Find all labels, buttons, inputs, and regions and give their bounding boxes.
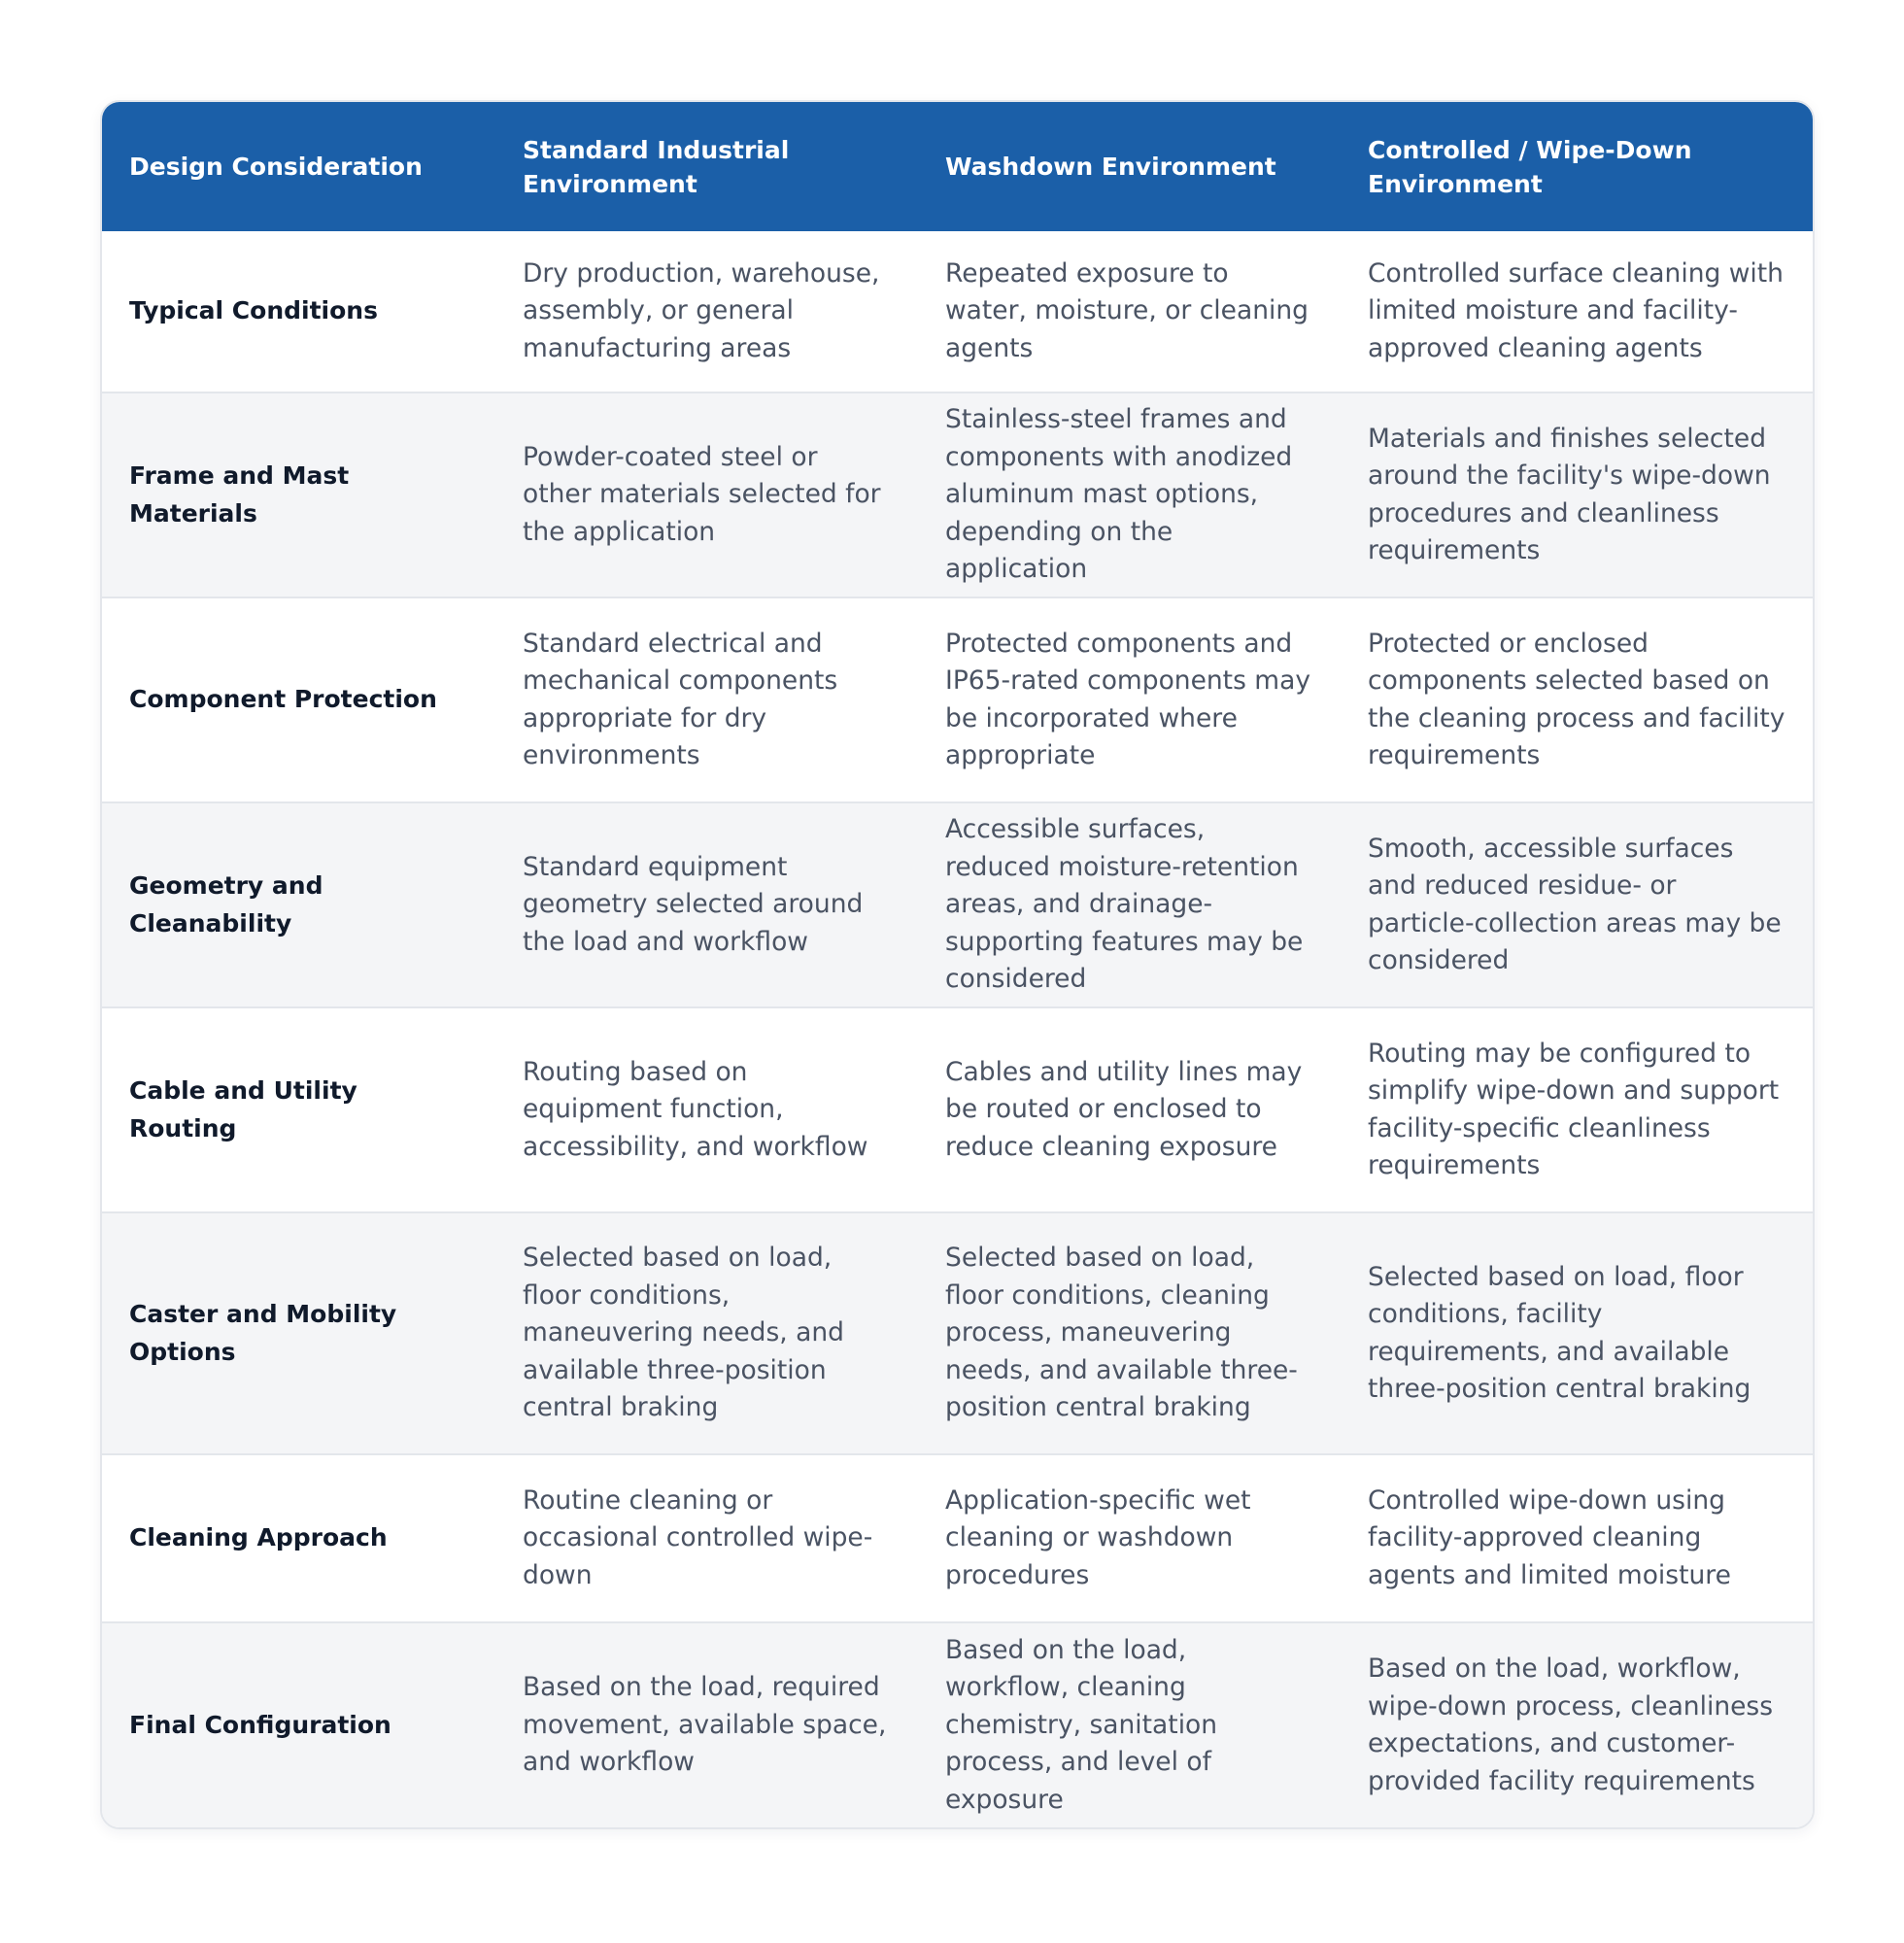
cell-washdown: Stainless-steel frames and components with anodized aluminum mast options, depending on the application [945, 404, 1293, 585]
cell-controlled: Selected based on load, floor conditions, facility requirements, and available three-position central braking [1368, 1261, 1751, 1404]
cell-controlled: Controlled wipe-down using facility-approved cleaning agents and limited moisture [1368, 1484, 1731, 1590]
cell-washdown: Repeated exposure to water, moisture, or cleaning agents [945, 257, 1309, 363]
comparison-table-card [100, 100, 1815, 1829]
cell-washdown: Selected based on load, floor conditions, cleaning process, maneuvering needs, and available three-position central braking [945, 1243, 1298, 1423]
table-header [102, 102, 1813, 231]
header-design-consideration: Design Consideration [129, 153, 423, 181]
cell-washdown: Cables and utility lines may be routed or enclosed to reduce cleaning exposure [945, 1056, 1303, 1162]
header-standard-industrial: Standard Industrial Environment [523, 135, 790, 198]
table-row [102, 1622, 1813, 1827]
cell-washdown: Application-specific wet cleaning or washdown procedures [945, 1484, 1251, 1590]
table-body [102, 231, 1813, 1827]
cell-standard: Standard electrical and mechanical components appropriate for dry environments [523, 628, 838, 770]
row-label: Geometry and Cleanability [129, 871, 323, 937]
cell-standard: Standard equipment geometry selected around the load and workflow [523, 851, 864, 957]
header-washdown: Washdown Environment [945, 153, 1276, 181]
cell-standard: Routing based on equipment function, accessibility, and workflow [523, 1056, 868, 1162]
table-row [102, 597, 1813, 802]
row-label: Frame and Mast Materials [129, 461, 350, 528]
cell-standard: Dry production, warehouse, assembly, or general manufacturing areas [523, 257, 880, 363]
row-label: Cleaning Approach [129, 1523, 388, 1552]
table-row [102, 1454, 1813, 1622]
cell-standard: Selected based on load, floor conditions, maneuvering needs, and available three-position central braking [523, 1243, 844, 1423]
cell-washdown: Based on the load, workflow, cleaning chemistry, sanitation process, and level of exposure [945, 1634, 1218, 1815]
table-row [102, 1212, 1813, 1454]
environment-comparison-table [102, 102, 1813, 1827]
row-label: Caster and Mobility Options [129, 1300, 397, 1366]
cell-controlled: Smooth, accessible surfaces and reduced residue- or particle-collection areas may be considered [1368, 833, 1782, 975]
cell-standard: Powder-coated steel or other materials selected for the application [523, 441, 881, 547]
table-row [102, 392, 1813, 597]
table-row [102, 231, 1813, 392]
cell-standard: Based on the load, required movement, available space, and workflow [523, 1672, 887, 1778]
table-row [102, 802, 1813, 1007]
cell-controlled: Based on the load, workflow, wipe-down process, cleanliness expectations, and customer-provided facility requirements [1368, 1653, 1774, 1796]
header-row [102, 102, 1813, 231]
row-label: Typical Conditions [129, 296, 378, 325]
cell-washdown: Accessible surfaces, reduced moisture-retention areas, and drainage-supporting features may be considered [945, 814, 1304, 995]
table-row [102, 1007, 1813, 1212]
row-label: Component Protection [129, 685, 437, 714]
cell-controlled: Controlled surface cleaning with limited moisture and facility-approved cleaning agents [1368, 257, 1784, 363]
cell-controlled: Routing may be configured to simplify wipe-down and support facility-specific cleanliness requirements [1368, 1038, 1780, 1180]
header-controlled-wipe-down: Controlled / Wipe-Down Environment [1368, 135, 1692, 198]
cell-standard: Routine cleaning or occasional controlled wipe-down [523, 1484, 873, 1590]
cell-controlled: Protected or enclosed components selected based on the cleaning process and facility requirements [1368, 628, 1785, 770]
row-label: Cable and Utility Routing [129, 1076, 357, 1142]
cell-washdown: Protected components and IP65-rated components may be incorporated where appropriate [945, 628, 1311, 770]
row-label: Final Configuration [129, 1710, 391, 1739]
cell-controlled: Materials and finishes selected around the facility's wipe-down procedures and cleanliness requirements [1368, 423, 1771, 565]
